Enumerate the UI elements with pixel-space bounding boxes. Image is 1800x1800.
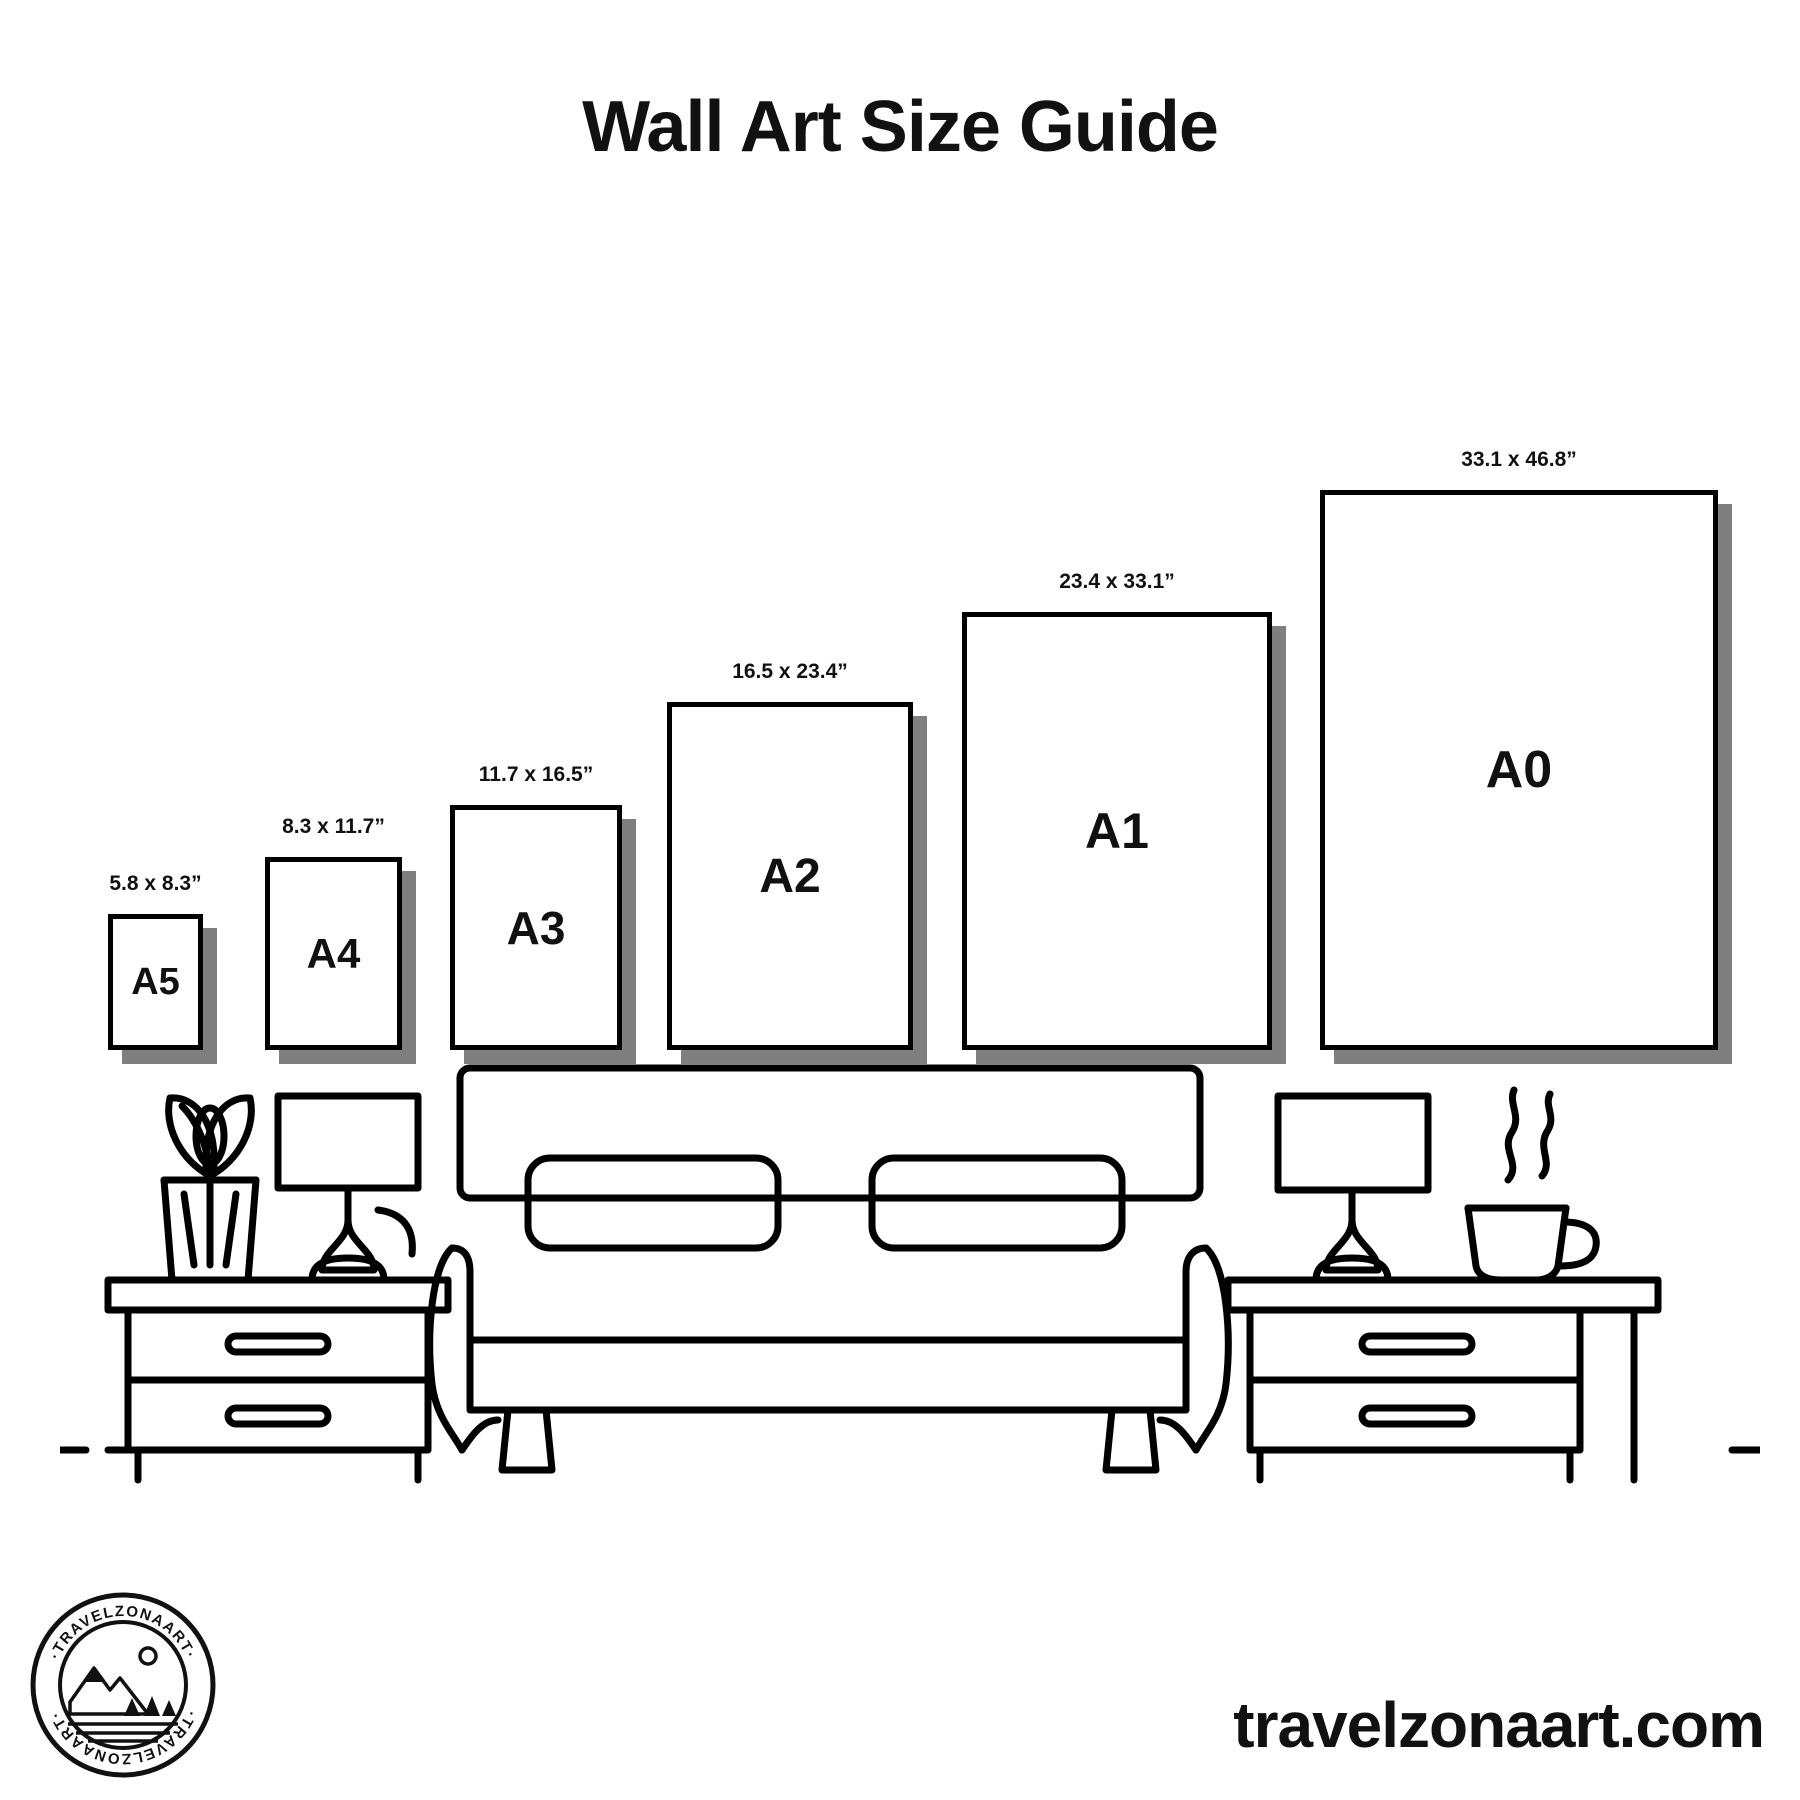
coffee-cup: [1468, 1090, 1596, 1280]
frame-name-a4: A4: [306, 929, 361, 977]
nightstand-left: [108, 1280, 448, 1480]
frame-name-a0: A0: [1485, 741, 1553, 799]
frame-name-a2: A2: [759, 849, 821, 903]
logo-text-top: ·TRAVELZONAART·: [46, 1602, 200, 1663]
size-item-a0[interactable]: [1320, 448, 1718, 1050]
logo-inner-ring: [60, 1622, 186, 1748]
size-label-a5: 5.8 x 8.3”: [109, 872, 202, 895]
size-label-a4: 8.3 x 11.7”: [282, 815, 385, 838]
size-label-a3: 11.7 x 16.5”: [478, 763, 594, 786]
size-label-a2: 16.5 x 23.4”: [732, 660, 848, 683]
size-label-a1: 23.4 x 33.1”: [1059, 570, 1175, 593]
brand-logo[interactable]: [28, 1590, 218, 1780]
frame-name-a3: A3: [506, 901, 566, 954]
logo-text-bottom: ·TRAVELZONAART·: [46, 1707, 200, 1768]
frame-a0[interactable]: [1320, 490, 1718, 1050]
size-label-a0: 33.1 x 46.8”: [1461, 448, 1577, 471]
plant-vase: [164, 1098, 256, 1280]
frame-name-a1: A1: [1085, 803, 1149, 859]
bedroom-illustration: [60, 980, 1760, 1540]
bed: [430, 1068, 1228, 1470]
page-title: Wall Art Size Guide: [582, 87, 1218, 167]
table-lamp-right: [1278, 1096, 1428, 1280]
frame-name-a5: A5: [131, 960, 180, 1003]
website-url[interactable]: travelzonaart.com: [1233, 1689, 1764, 1761]
size-guide-row: [0, 290, 1800, 1050]
table-lamp-left: [278, 1096, 418, 1280]
nightstand-right: [1228, 1280, 1658, 1480]
logo-mountain-scene: [68, 1648, 178, 1741]
